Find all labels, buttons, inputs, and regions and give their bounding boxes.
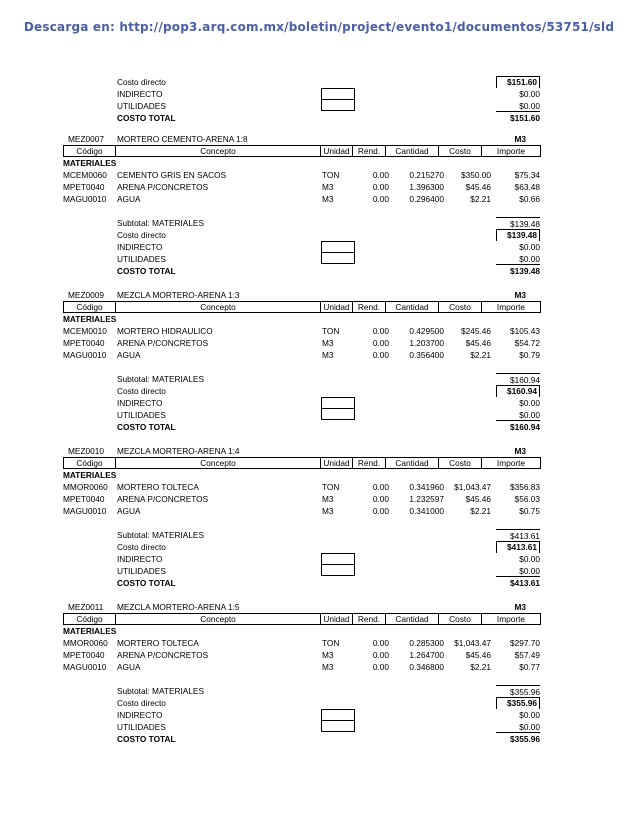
item-cost: $350.00 bbox=[461, 170, 491, 180]
utilidades-label: UTILIDADES bbox=[117, 722, 166, 732]
costo-directo-label: Costo directo bbox=[117, 698, 166, 708]
item-quantity: 1.264700 bbox=[409, 650, 444, 660]
section-title: MEZCLA MORTERO-ARENA 1:4 bbox=[117, 446, 240, 456]
item-quantity: 0.341000 bbox=[409, 506, 444, 516]
item-rend: 0.00 bbox=[372, 182, 389, 192]
header-costo: Costo bbox=[439, 458, 482, 468]
item-code: MAGU0010 bbox=[63, 194, 107, 204]
section-unit: M3 bbox=[514, 446, 526, 456]
indirecto-amount: $0.00 bbox=[519, 554, 540, 564]
utilidades-amount: $0.00 bbox=[496, 721, 540, 733]
item-concept: AGUA bbox=[117, 506, 141, 516]
item-quantity: 0.341960 bbox=[409, 482, 444, 492]
costo-directo-label: Costo directo bbox=[117, 542, 166, 552]
item-amount: $105.43 bbox=[510, 326, 540, 336]
item-code: MMOR0060 bbox=[63, 482, 108, 492]
header-costo: Costo bbox=[439, 146, 482, 156]
costo-total-row bbox=[0, 265, 638, 277]
header-unidad: Unidad bbox=[321, 302, 353, 312]
table-row bbox=[0, 169, 638, 181]
item-quantity: 0.429500 bbox=[409, 326, 444, 336]
section-title-row bbox=[0, 601, 638, 613]
item-cost: $2.21 bbox=[470, 194, 491, 204]
item-unit: M3 bbox=[322, 194, 334, 204]
item-unit: TON bbox=[322, 326, 340, 336]
item-concept: MORTERO TOLTECA bbox=[117, 482, 199, 492]
table-row bbox=[0, 181, 638, 193]
item-rend: 0.00 bbox=[372, 338, 389, 348]
item-amount: $75.34 bbox=[514, 170, 540, 180]
header-concepto: Concepto bbox=[116, 146, 321, 156]
item-code: MAGU0010 bbox=[63, 350, 107, 360]
section-code: MEZ0009 bbox=[68, 290, 104, 300]
costo-total-amount: $413.61 bbox=[510, 578, 540, 588]
item-rend: 0.00 bbox=[372, 482, 389, 492]
item-cost: $45.46 bbox=[465, 338, 491, 348]
item-concept: MORTERO TOLTECA bbox=[117, 638, 199, 648]
item-cost: $245.46 bbox=[461, 326, 491, 336]
section-title-row bbox=[0, 133, 638, 145]
table-row bbox=[0, 193, 638, 205]
indirecto-amount: $0.00 bbox=[519, 710, 540, 720]
subtotal-row bbox=[0, 685, 638, 697]
table-header bbox=[63, 457, 541, 469]
item-amount: $0.79 bbox=[519, 350, 540, 360]
subtotal-amount: $160.94 bbox=[496, 373, 540, 386]
subtotal-amount: $355.96 bbox=[496, 685, 540, 698]
costo-directo-label: Costo directo bbox=[117, 77, 166, 87]
item-concept: ARENA P/CONCRETOS bbox=[117, 650, 209, 660]
item-code: MPET0040 bbox=[63, 182, 105, 192]
item-concept: ARENA P/CONCRETOS bbox=[117, 494, 209, 504]
costo-total-label: COSTO TOTAL bbox=[117, 578, 176, 588]
header-cantidad: Cantidad bbox=[386, 614, 439, 624]
utilidades-percent-box[interactable] bbox=[321, 252, 355, 264]
item-rend: 0.00 bbox=[372, 170, 389, 180]
item-concept: AGUA bbox=[117, 194, 141, 204]
item-code: MAGU0010 bbox=[63, 506, 107, 516]
item-quantity: 0.285300 bbox=[409, 638, 444, 648]
table-row bbox=[0, 481, 638, 493]
item-amount: $56.03 bbox=[514, 494, 540, 504]
item-rend: 0.00 bbox=[372, 650, 389, 660]
item-cost: $2.21 bbox=[470, 662, 491, 672]
indirecto-amount: $0.00 bbox=[519, 398, 540, 408]
item-concept: CEMENTO GRIS EN SACOS bbox=[117, 170, 227, 180]
utilidades-percent-box[interactable] bbox=[321, 720, 355, 732]
group-row bbox=[0, 157, 638, 169]
costo-directo-amount: $160.94 bbox=[496, 385, 540, 397]
section-code: MEZ0007 bbox=[68, 134, 104, 144]
utilidades-percent-box[interactable] bbox=[321, 564, 355, 576]
item-unit: M3 bbox=[322, 494, 334, 504]
costo-directo-row bbox=[0, 76, 638, 88]
utilidades-label: UTILIDADES bbox=[117, 410, 166, 420]
item-rend: 0.00 bbox=[372, 638, 389, 648]
item-rend: 0.00 bbox=[372, 194, 389, 204]
subtotal-amount: $139.48 bbox=[496, 217, 540, 230]
costo-total-row bbox=[0, 577, 638, 589]
subtotal-label: Subtotal: MATERIALES bbox=[117, 374, 204, 384]
header-concepto: Concepto bbox=[116, 614, 321, 624]
item-amount: $54.72 bbox=[514, 338, 540, 348]
costo-total-amount: $139.48 bbox=[510, 266, 540, 276]
item-amount: $297.70 bbox=[510, 638, 540, 648]
utilidades-row bbox=[0, 565, 638, 577]
header-costo: Costo bbox=[439, 614, 482, 624]
item-unit: M3 bbox=[322, 650, 334, 660]
section-title-row bbox=[0, 289, 638, 301]
section-title-row bbox=[0, 445, 638, 457]
item-unit: M3 bbox=[322, 338, 334, 348]
costo-total-row bbox=[0, 112, 638, 124]
table-header bbox=[63, 145, 541, 157]
costo-total-amount: $160.94 bbox=[510, 422, 540, 432]
indirecto-row bbox=[0, 241, 638, 253]
table-header bbox=[63, 613, 541, 625]
indirecto-amount: $0.00 bbox=[519, 242, 540, 252]
indirecto-label: INDIRECTO bbox=[117, 89, 163, 99]
costo-directo-row bbox=[0, 541, 638, 553]
item-code: MMOR0060 bbox=[63, 638, 108, 648]
costo-directo-amount: $413.61 bbox=[496, 541, 540, 553]
utilidades-label: UTILIDADES bbox=[117, 254, 166, 264]
item-quantity: 0.215270 bbox=[409, 170, 444, 180]
item-unit: M3 bbox=[322, 350, 334, 360]
costo-directo-amount: $139.48 bbox=[496, 229, 540, 241]
costo-total-label: COSTO TOTAL bbox=[117, 113, 176, 123]
utilidades-percent-box[interactable] bbox=[321, 99, 355, 111]
item-unit: M3 bbox=[322, 506, 334, 516]
item-quantity: 1.232597 bbox=[409, 494, 444, 504]
utilidades-amount: $0.00 bbox=[496, 565, 540, 577]
costo-directo-row bbox=[0, 697, 638, 709]
group-label: MATERIALES bbox=[63, 470, 117, 480]
costo-total-amount: $151.60 bbox=[510, 113, 540, 123]
header-unidad: Unidad bbox=[321, 146, 353, 156]
item-amount: $63.48 bbox=[514, 182, 540, 192]
header-cantidad: Cantidad bbox=[386, 458, 439, 468]
header-codigo: Código bbox=[64, 458, 116, 468]
indirecto-label: INDIRECTO bbox=[117, 554, 163, 564]
header-concepto: Concepto bbox=[116, 458, 321, 468]
indirecto-amount: $0.00 bbox=[519, 89, 540, 99]
item-code: MPET0040 bbox=[63, 494, 105, 504]
item-cost: $2.21 bbox=[470, 506, 491, 516]
item-concept: ARENA P/CONCRETOS bbox=[117, 182, 209, 192]
header-importe: Importe bbox=[496, 146, 526, 156]
costo-directo-amount: $151.60 bbox=[496, 76, 540, 88]
subtotal-amount: $413.61 bbox=[496, 529, 540, 542]
costo-directo-label: Costo directo bbox=[117, 230, 166, 240]
header-codigo: Código bbox=[64, 146, 116, 156]
group-row bbox=[0, 625, 638, 637]
section-title: MEZCLA MORTERO-ARENA 1:5 bbox=[117, 602, 240, 612]
header-codigo: Código bbox=[64, 302, 116, 312]
table-row bbox=[0, 661, 638, 673]
item-concept: AGUA bbox=[117, 662, 141, 672]
header-rend: Rend. bbox=[353, 302, 386, 312]
header-rend: Rend. bbox=[353, 458, 386, 468]
item-unit: TON bbox=[322, 170, 340, 180]
indirecto-row bbox=[0, 397, 638, 409]
group-row bbox=[0, 469, 638, 481]
table-row bbox=[0, 493, 638, 505]
table-row bbox=[0, 349, 638, 361]
utilidades-amount: $0.00 bbox=[496, 100, 540, 112]
item-rend: 0.00 bbox=[372, 662, 389, 672]
item-unit: M3 bbox=[322, 662, 334, 672]
header-concepto: Concepto bbox=[116, 302, 321, 312]
item-quantity: 1.203700 bbox=[409, 338, 444, 348]
header-rend: Rend. bbox=[353, 146, 386, 156]
subtotal-label: Subtotal: MATERIALES bbox=[117, 686, 204, 696]
subtotal-label: Subtotal: MATERIALES bbox=[117, 218, 204, 228]
section-unit: M3 bbox=[514, 602, 526, 612]
header-importe: Importe bbox=[496, 302, 526, 312]
group-label: MATERIALES bbox=[63, 314, 117, 324]
item-quantity: 0.346800 bbox=[409, 662, 444, 672]
header-codigo: Código bbox=[64, 614, 116, 624]
costo-directo-amount: $355.96 bbox=[496, 697, 540, 709]
subtotal-label: Subtotal: MATERIALES bbox=[117, 530, 204, 540]
indirecto-row bbox=[0, 709, 638, 721]
item-unit: M3 bbox=[322, 182, 334, 192]
item-code: MPET0040 bbox=[63, 338, 105, 348]
section-code: MEZ0011 bbox=[68, 602, 104, 612]
item-concept: AGUA bbox=[117, 350, 141, 360]
costo-directo-row bbox=[0, 385, 638, 397]
item-code: MPET0040 bbox=[63, 650, 105, 660]
header-unidad: Unidad bbox=[321, 614, 353, 624]
item-code: MCEM0010 bbox=[63, 326, 107, 336]
item-code: MCEM0060 bbox=[63, 170, 107, 180]
header-importe: Importe bbox=[496, 614, 526, 624]
utilidades-row bbox=[0, 409, 638, 421]
header-unidad: Unidad bbox=[321, 458, 353, 468]
header-cantidad: Cantidad bbox=[386, 146, 439, 156]
costo-total-label: COSTO TOTAL bbox=[117, 734, 176, 744]
indirecto-label: INDIRECTO bbox=[117, 398, 163, 408]
header-rend: Rend. bbox=[353, 614, 386, 624]
subtotal-row bbox=[0, 529, 638, 541]
item-unit: TON bbox=[322, 482, 340, 492]
item-rend: 0.00 bbox=[372, 350, 389, 360]
item-concept: MORTERO HIDRAULICO bbox=[117, 326, 213, 336]
item-amount: $0.66 bbox=[519, 194, 540, 204]
table-row bbox=[0, 649, 638, 661]
item-cost: $45.46 bbox=[465, 182, 491, 192]
item-rend: 0.00 bbox=[372, 506, 389, 516]
item-amount: $0.75 bbox=[519, 506, 540, 516]
item-quantity: 1.396300 bbox=[409, 182, 444, 192]
section-code: MEZ0010 bbox=[68, 446, 104, 456]
group-label: MATERIALES bbox=[63, 626, 117, 636]
utilidades-amount: $0.00 bbox=[496, 409, 540, 421]
costo-total-row bbox=[0, 421, 638, 433]
section-title: MORTERO CEMENTO-ARENA 1:8 bbox=[117, 134, 248, 144]
item-amount: $57.49 bbox=[514, 650, 540, 660]
indirecto-row bbox=[0, 553, 638, 565]
header-importe: Importe bbox=[496, 458, 526, 468]
item-cost: $45.46 bbox=[465, 650, 491, 660]
header-costo: Costo bbox=[439, 302, 482, 312]
utilidades-row bbox=[0, 721, 638, 733]
item-amount: $356.83 bbox=[510, 482, 540, 492]
table-row bbox=[0, 637, 638, 649]
subtotal-row bbox=[0, 373, 638, 385]
costo-directo-label: Costo directo bbox=[117, 386, 166, 396]
download-banner[interactable]: Descarga en: http://pop3.arq.com.mx/boletin/project/evento1/documentos/53751/sld bbox=[23, 20, 615, 34]
item-concept: ARENA P/CONCRETOS bbox=[117, 338, 209, 348]
costo-directo-row bbox=[0, 229, 638, 241]
section-unit: M3 bbox=[514, 134, 526, 144]
item-rend: 0.00 bbox=[372, 326, 389, 336]
item-quantity: 0.356400 bbox=[409, 350, 444, 360]
costo-total-amount: $355.96 bbox=[510, 734, 540, 744]
utilidades-amount: $0.00 bbox=[496, 253, 540, 265]
item-amount: $0.77 bbox=[519, 662, 540, 672]
costo-total-row bbox=[0, 733, 638, 745]
utilidades-row bbox=[0, 100, 638, 112]
table-row bbox=[0, 325, 638, 337]
costo-total-label: COSTO TOTAL bbox=[117, 266, 176, 276]
item-cost: $1,043.47 bbox=[454, 638, 491, 648]
item-cost: $1,043.47 bbox=[454, 482, 491, 492]
costo-total-label: COSTO TOTAL bbox=[117, 422, 176, 432]
table-header bbox=[63, 301, 541, 313]
item-unit: TON bbox=[322, 638, 340, 648]
indirecto-label: INDIRECTO bbox=[117, 710, 163, 720]
group-label: MATERIALES bbox=[63, 158, 117, 168]
utilidades-label: UTILIDADES bbox=[117, 101, 166, 111]
item-cost: $45.46 bbox=[465, 494, 491, 504]
header-cantidad: Cantidad bbox=[386, 302, 439, 312]
table-row bbox=[0, 337, 638, 349]
item-cost: $2.21 bbox=[470, 350, 491, 360]
indirecto-label: INDIRECTO bbox=[117, 242, 163, 252]
indirecto-row bbox=[0, 88, 638, 100]
table-row bbox=[0, 505, 638, 517]
subtotal-row bbox=[0, 217, 638, 229]
group-row bbox=[0, 313, 638, 325]
section-title: MEZCLA MORTERO-ARENA 1:3 bbox=[117, 290, 240, 300]
item-rend: 0.00 bbox=[372, 494, 389, 504]
section-unit: M3 bbox=[514, 290, 526, 300]
utilidades-row bbox=[0, 253, 638, 265]
utilidades-percent-box[interactable] bbox=[321, 408, 355, 420]
utilidades-label: UTILIDADES bbox=[117, 566, 166, 576]
item-code: MAGU0010 bbox=[63, 662, 107, 672]
item-quantity: 0.296400 bbox=[409, 194, 444, 204]
